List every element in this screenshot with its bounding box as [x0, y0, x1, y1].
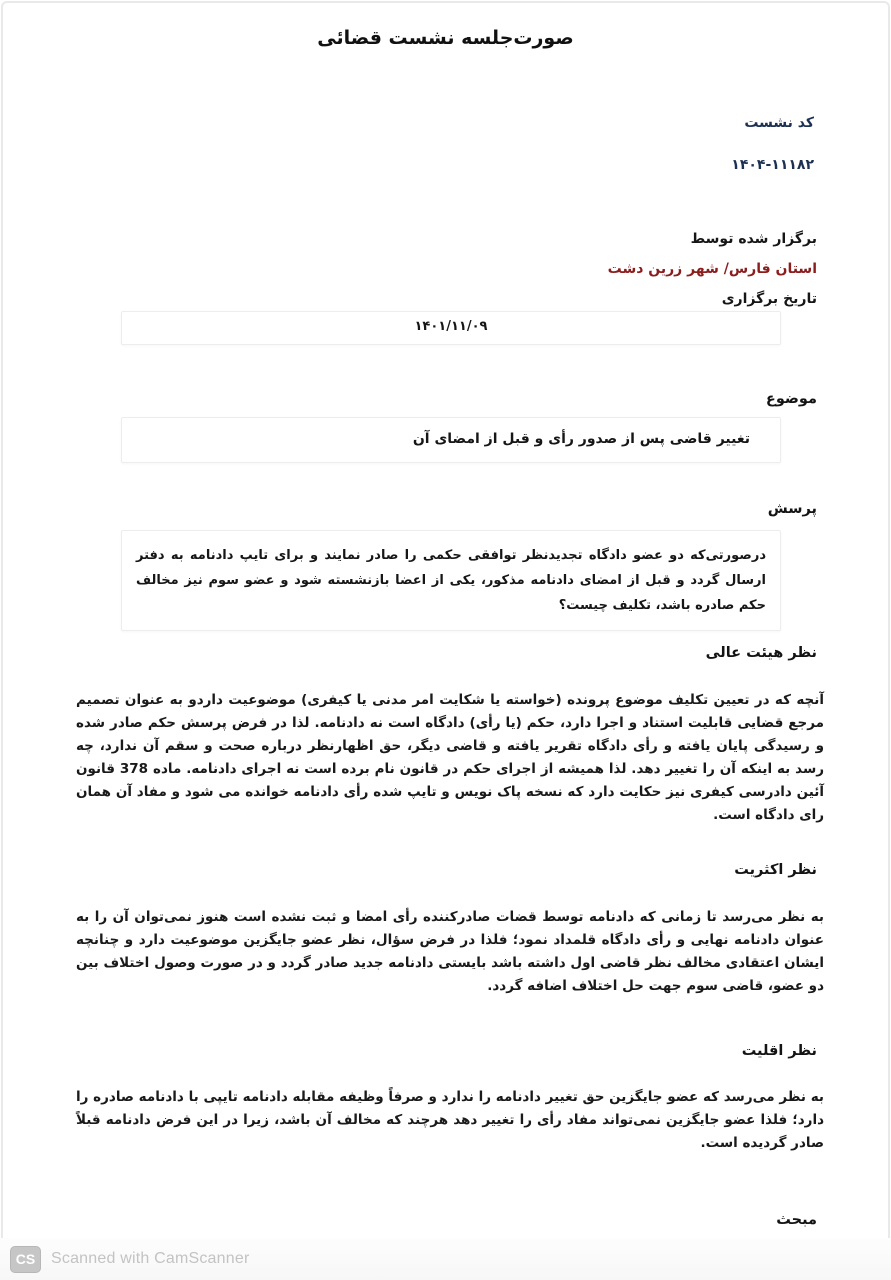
majority-opinion-paragraph: به نظر می‌رسد تا زمانی که دادنامه توسط قضات صادرکننده رأی امضا و ثبت نشده است هنوز نمی‌توان آن را به عنوان دادنامه نهایی و رأی دادگاه قلمداد نمود؛ فلذا در فرض سؤال، نظر عضو جایگزین موضوعیت دارد و چنانچه ایشان اعتقادی مخالف نظر قاضی اول داشته باشد بایستی دادنامه جدید صادر گردد و در صورت وصول اختلاف بین دو عضو، قاضی سوم جهت حل اختلاف اضافه گردد.	[76, 909, 824, 994]
session-code-number: ۱۴۰۴-۱۱۱۸۲	[731, 157, 814, 173]
question-field	[121, 530, 781, 631]
question-text: درصورتی‌که دو عضو دادگاه تجدیدنظر توافقی حکمی را صادر نمایند و برای تایپ دادنامه به دفتر ارسال گردد و قبل از امضای دادنامه مذکور، یکی از اعضا بازنشسته شود و عضو سوم نیز مخالف حکم صادره باشد، تکلیف چیست؟	[136, 548, 766, 613]
page-title: صورت‌جلسه نشست قضائی	[317, 27, 574, 49]
minority-opinion-paragraph: به نظر می‌رسد که عضو جایگزین حق تغییر دادنامه را ندارد و صرفاً وظیفه مقابله دادنامه تایپی با دادنامه صادره را دارد؛ فلذا عضو جایگزین نمی‌تواند مفاد رأی را تغییر دهد هرچند که مخالف آن باشد، زیرا در این فرض دادنامه قبلاً صادر گردیده است.	[76, 1089, 824, 1151]
date-field	[121, 311, 781, 345]
subject-heading: موضوع	[765, 391, 817, 407]
held-by-label: برگزار شده توسط	[690, 231, 817, 247]
supreme-board-heading: نظر هیئت عالی	[705, 645, 817, 661]
document-page	[1, 1, 890, 1279]
topic-heading: مبحث	[776, 1212, 817, 1228]
minority-opinion-heading: نظر اقلیت	[741, 1043, 817, 1059]
camscanner-logo: CS	[10, 1246, 41, 1273]
date-label: تاریخ برگزاری	[721, 291, 817, 307]
camscanner-watermark-text: Scanned with CamScanner	[51, 1250, 250, 1267]
camscanner-footer	[0, 1238, 891, 1280]
held-by-value: استان فارس/ شهر زرین دشت	[607, 261, 817, 277]
question-heading: پرسش	[767, 501, 817, 517]
session-code-value	[731, 157, 814, 173]
date-value: ۱۴۰۱/۱۱/۰۹	[414, 319, 488, 334]
supreme-board-paragraph: آنچه که در تعیین تکلیف موضوع پرونده (خواسته یا شکایت امر مدنی یا کیفری) موضوعیت داردو به عنوان تصمیم مرجع قضایی قابلیت استناد و اجرا دارد، حکم (یا رأی) دادگاه است نه دادنامه. لذا در فرض پرسش حکم صادر شده و رسیدگی پایان یافته و رأی دادگاه تقریر یافته و قاضی دیگر، حق اظهارنظر درباره صحت و سقم آن ندارد، چه رسد به اینکه آن را تغییر دهد. لذا همیشه از اجرای حکم در قانون نام برده است نه اجرای دادنامه. ماده 378 قانون آئین دادرسی کیفری نیز حکایت دارد که نسخه پاک نویس و تایپ شده رأی دادنامه خوانده می شود و مفاد آن همان رای دادگاه است.	[76, 692, 825, 823]
majority-opinion-heading: نظر اکثریت	[734, 862, 817, 878]
session-code-label: کد نشست	[744, 115, 814, 131]
subject-text: تغییر قاضی پس از صدور رأی و قبل از امضای آن	[412, 431, 750, 447]
subject-field	[121, 417, 781, 463]
